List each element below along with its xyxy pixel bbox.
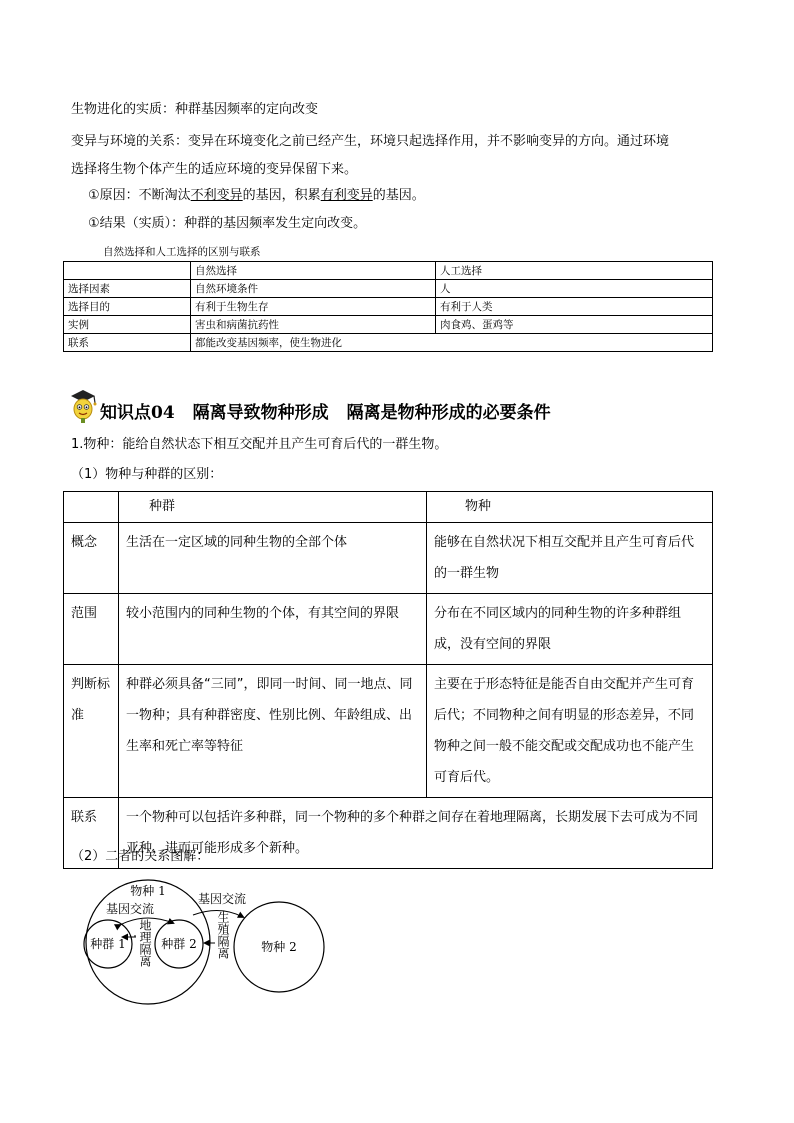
table-cell: 人 (436, 280, 713, 298)
table-row (64, 594, 713, 665)
scholar-icon (68, 387, 98, 425)
table-cell: 种群 (119, 492, 427, 523)
table-cell: 较小范围内的同种生物的个体，有其空间的界限 (119, 594, 427, 665)
section-title-line (100, 398, 551, 425)
table-cell: 联系 (64, 334, 191, 352)
table-row (64, 298, 713, 316)
table-cell: 自然选择 (191, 262, 436, 280)
table-row (64, 665, 713, 798)
species-definition: 1.物种：能给自然状态下相互交配并且产生可育后代的一群生物。 (71, 437, 448, 452)
selection-table-caption: 自然选择和人工选择的区别与联系 (103, 246, 261, 258)
intro-line-3: 选择将生物个体产生的适应环境的变异保留下来。 (71, 162, 358, 177)
cause-text-b: 的基因，积累 (242, 188, 321, 203)
table-cell: 自然环境条件 (191, 280, 436, 298)
selection-table (63, 261, 713, 352)
cause-text-c: 的基因。 (372, 188, 425, 203)
table-row (64, 316, 713, 334)
table-cell: 有利于生物生存 (191, 298, 436, 316)
reproductive-isolation-label: 生殖隔离 (216, 911, 230, 959)
species-1-label: 物种 1 (130, 884, 166, 898)
table-cell: 害虫和病菌抗药性 (191, 316, 436, 334)
species-population-diagram (75, 875, 335, 1005)
table-row (64, 262, 713, 280)
table-row (64, 523, 713, 594)
table-row (64, 334, 713, 352)
gene-flow-outer-label: 基因交流 (197, 892, 247, 906)
table-cell: 有利于人类 (436, 298, 713, 316)
section-title: 隔离导致物种形成 (192, 403, 329, 423)
table-cell: 能够在自然状况下相互交配并且产生可育后代的一群生物 (427, 523, 713, 594)
table-cell: 人工选择 (436, 262, 713, 280)
species-2-label: 物种 2 (261, 940, 297, 954)
cause-underline-2: 有利变异 (320, 188, 373, 203)
population-2-label: 种群 2 (161, 937, 197, 951)
table-cell: 肉食鸡、蛋鸡等 (436, 316, 713, 334)
table-cell: 生活在一定区域的同种生物的全部个体 (119, 523, 427, 594)
table-cell (64, 262, 191, 280)
table-cell: 物种 (427, 492, 713, 523)
result-line: ①结果（实质）：种群的基因频率发生定向改变。 (88, 216, 367, 231)
table-cell: 联系 (64, 798, 119, 869)
comparison-table (63, 491, 713, 869)
table-cell: 选择目的 (64, 298, 191, 316)
cause-underline-1: 不利变异 (190, 188, 243, 203)
table-cell (64, 492, 119, 523)
section-subtitle: 隔离是物种形成的必要条件 (346, 403, 551, 423)
intro-line-2: 变异与环境的关系：变异在环境变化之前已经产生，环境只起选择作用，并不影响变异的方向。通过环境 (71, 134, 670, 149)
table-row (64, 280, 713, 298)
table-cell: 范围 (64, 594, 119, 665)
intro-line-1: 生物进化的实质：种群基因频率的定向改变 (71, 102, 319, 117)
cause-line (88, 187, 425, 205)
table-cell: 一个物种可以包括许多种群，同一个物种的多个种群之间存在着地理隔离，长期发展下去可成为不同亚种，进而可能形成多个新种。 (119, 798, 713, 869)
table-cell: 实例 (64, 316, 191, 334)
table-cell: 都能改变基因频率，使生物进化 (191, 334, 713, 352)
table-cell: 种群必须具备“三同”，即同一时间、同一地点、同一物种；具有种群密度、性别比例、年龄组成、出生率和死亡率等特征 (119, 665, 427, 798)
section-heading (68, 385, 551, 425)
subheading-1: （1）物种与种群的区别： (71, 467, 223, 482)
population-1-label: 种群 1 (90, 937, 126, 951)
section-number: 知识点04 (100, 403, 175, 423)
table-cell: 判断标准 (64, 665, 119, 798)
subheading-2: （2）二者的关系图解： (71, 849, 210, 864)
gene-flow-inner-label: 基因交流 (105, 902, 155, 916)
table-cell: 概念 (64, 523, 119, 594)
table-cell: 分布在不同区域内的同种生物的许多种群组成，没有空间的界限 (427, 594, 713, 665)
table-cell: 选择因素 (64, 280, 191, 298)
table-row (64, 492, 713, 523)
geographic-isolation-label: 地理隔离 (138, 919, 152, 967)
table-cell: 主要在于形态特征是能否自由交配并产生可育后代；不同物种之间有明显的形态差异，不同物种之间一般不能交配或交配成功也不能产生可育后代。 (427, 665, 713, 798)
cause-text-a: ①原因：不断淘汰 (88, 188, 191, 203)
